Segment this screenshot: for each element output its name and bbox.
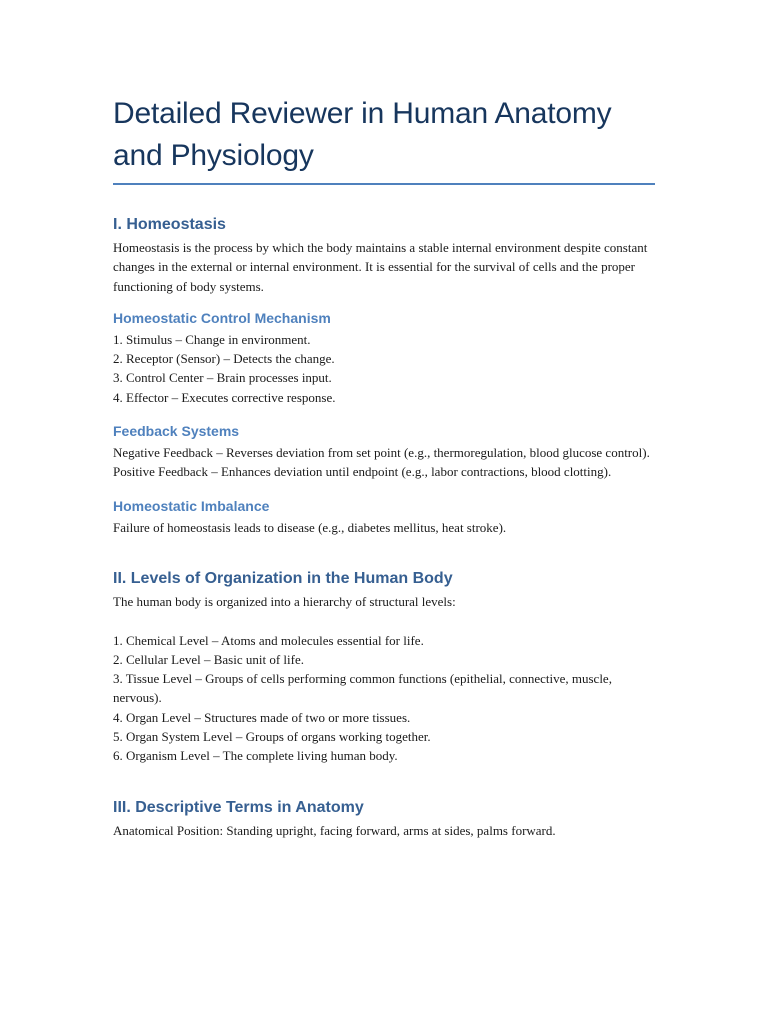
imbalance-list bbox=[113, 518, 655, 537]
list-item: 5. Organ System Level – Groups of organs working together. bbox=[113, 729, 431, 745]
document-page bbox=[113, 93, 655, 840]
list-item: 2. Receptor (Sensor) – Detects the change. bbox=[113, 351, 335, 367]
title-underline bbox=[113, 183, 655, 185]
subheading-control-mechanism: Homeostatic Control Mechanism bbox=[113, 309, 331, 326]
list-item: Positive Feedback – Enhances deviation until endpoint (e.g., labor contractions, blood clotting). bbox=[113, 464, 612, 480]
section-heading-descriptive-terms: III. Descriptive Terms in Anatomy bbox=[113, 798, 364, 816]
blank-line bbox=[113, 611, 655, 630]
list-item: Negative Feedback – Reverses deviation from set point (e.g., thermoregulation, blood glucose control). bbox=[113, 445, 650, 461]
list-item: 3. Control Center – Brain processes input. bbox=[113, 370, 332, 386]
document-title: Detailed Reviewer in Human Anatomy and Physiology bbox=[113, 97, 612, 172]
feedback-systems-list bbox=[113, 443, 655, 482]
section-heading-homeostasis: I. Homeostasis bbox=[113, 216, 226, 233]
section-intro-descriptive-terms: Anatomical Position: Standing upright, facing forward, arms at sides, palms forward. bbox=[113, 822, 556, 838]
control-mechanism-list bbox=[113, 330, 655, 407]
subheading-feedback-systems: Feedback Systems bbox=[113, 423, 240, 440]
list-item: 4. Effector – Executes corrective response. bbox=[113, 389, 336, 405]
subheading-homeostatic-imbalance: Homeostatic Imbalance bbox=[113, 497, 270, 514]
list-item: 2. Cellular Level – Basic unit of life. bbox=[113, 651, 304, 667]
section-heading-levels-of-organization: II. Levels of Organization in the Human Body bbox=[113, 569, 453, 587]
list-item: 4. Organ Level – Structures made of two or more tissues. bbox=[113, 709, 411, 725]
section-intro-levels: The human body is organized into a hierarchy of structural levels: bbox=[113, 593, 456, 609]
list-item: 6. Organism Level – The complete living human body. bbox=[113, 748, 398, 764]
list-item: Failure of homeostasis leads to disease (e.g., diabetes mellitus, heat stroke). bbox=[113, 519, 507, 535]
list-item: 3. Tissue Level – Groups of cells performing common functions (epithelial, connective, muscle, nervous). bbox=[113, 671, 612, 706]
list-item: 1. Chemical Level – Atoms and molecules essential for life. bbox=[113, 632, 424, 648]
section-intro-homeostasis: Homeostasis is the process by which the body maintains a stable internal environment despite constant changes in the external or internal environment. It is essential for the survival of cells and the proper functioning of body systems. bbox=[113, 240, 648, 294]
list-item: 1. Stimulus – Change in environment. bbox=[113, 331, 311, 347]
levels-list bbox=[113, 631, 655, 766]
